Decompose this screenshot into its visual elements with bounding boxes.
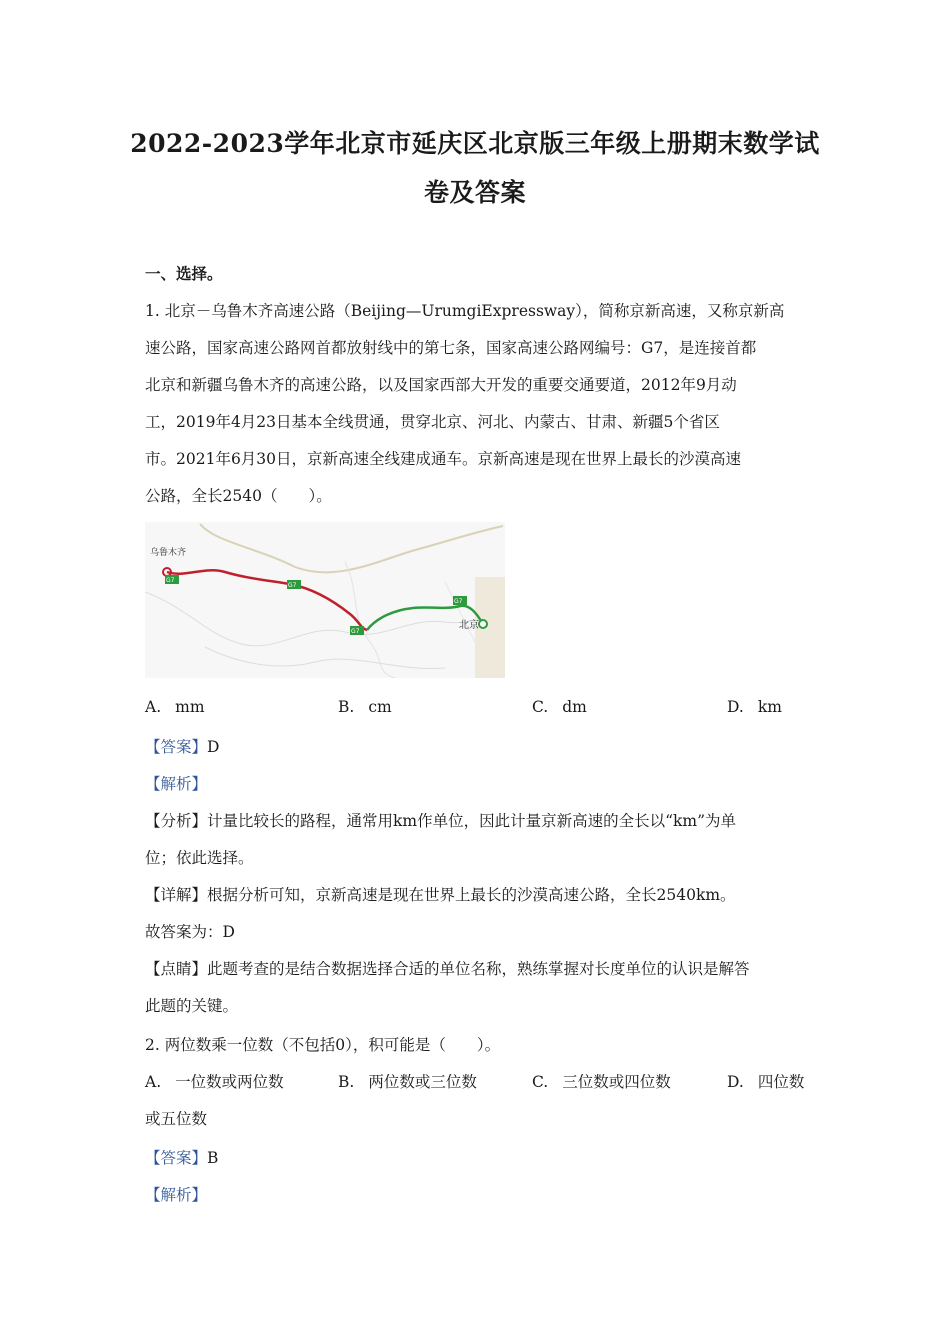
section-heading: 一、选择。 — [145, 264, 223, 283]
q2-option-d: D. 四位数 — [727, 1073, 805, 1091]
q2-option-a: A. 一位数或两位数 — [145, 1073, 284, 1091]
q2-option-c: C. 三位数或四位数 — [532, 1073, 671, 1091]
q1-conclusion: 故答案为：D — [145, 923, 235, 941]
g7-shield: G7 — [454, 598, 463, 605]
q1-line: 公路，全长2540（ ）。 — [145, 487, 332, 505]
q1-option-a: A. mm — [145, 698, 205, 716]
q2-option-b: B. 两位数或三位数 — [338, 1073, 477, 1091]
q1-line: 市。2021年6月30日，京新高速全线建成通车。京新高速是现在世界上最长的沙漠高速 — [145, 450, 742, 468]
q1-fenxi: 【分析】计量比较长的路程，通常用km作单位，因此计量京新高速的全长以“km”为单 — [145, 812, 737, 830]
map-label-beijing: 北京 — [459, 620, 479, 631]
q2-answer: 【答案】B — [145, 1149, 219, 1167]
q2-stem: 2. 两位数乘一位数（不包括0），积可能是（ ）。 — [145, 1036, 501, 1054]
q1-dianjing: 【点睛】此题考查的是结合数据选择合适的单位名称，熟练掌握对长度单位的认识是解答 — [145, 960, 750, 978]
q1-line: 工，2019年4月23日基本全线贯通，贯穿北京、河北、内蒙古、甘肃、新疆5个省区 — [145, 413, 720, 431]
q1-fenxi-cont: 位；依此选择。 — [145, 849, 254, 867]
map-label-urumqi: 乌鲁木齐 — [150, 548, 187, 558]
q1-option-c: C. dm — [532, 698, 587, 716]
q2-analysis-tag: 【解析】 — [145, 1186, 208, 1204]
q1-dianjing-cont: 此题的关键。 — [145, 997, 239, 1015]
q2-option-d-cont: 或五位数 — [145, 1110, 208, 1128]
g7-shield: G7 — [288, 582, 297, 589]
q1-option-d: D. km — [727, 698, 782, 716]
q1-option-b: B. cm — [338, 698, 392, 716]
q1-answer: 【答案】D — [145, 738, 220, 756]
expressway-map — [145, 522, 505, 678]
g7-shield: G7 — [166, 577, 175, 584]
q1-analysis-tag: 【解析】 — [145, 775, 208, 793]
g7-shield: G7 — [351, 628, 360, 635]
q1-line: 北京和新疆乌鲁木齐的高速公路，以及国家西部大开发的重要交通要道，2012年9月动 — [145, 376, 737, 394]
q1-line: 速公路，国家高速公路网首都放射线中的第七条，国家高速公路网编号：G7，是连接首都 — [145, 339, 757, 357]
q1-line: 1. 北京－乌鲁木齐高速公路（Beijing—UrumgiExpressway），简称京新高速，又称京新高 — [145, 302, 785, 320]
q1-xiangjie: 【详解】根据分析可知，京新高速是现在世界上最长的沙漠高速公路，全长2540km。 — [145, 886, 736, 904]
doc-title-line2: 卷及答案 — [423, 178, 526, 207]
doc-title-line1: 2022-2023学年北京市延庆区北京版三年级上册期末数学试 — [130, 129, 820, 158]
